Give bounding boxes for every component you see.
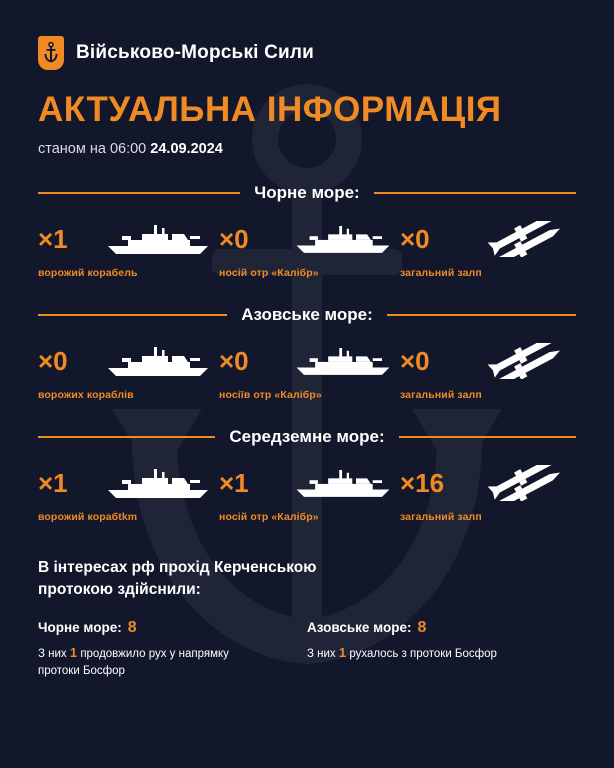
kerch-column-count: 8 bbox=[127, 618, 137, 636]
section-mediterranean-sea bbox=[38, 427, 576, 523]
stat-value: ×0 bbox=[38, 345, 68, 376]
warship-icon bbox=[257, 466, 395, 500]
stat-top bbox=[219, 217, 395, 261]
stat-item bbox=[400, 217, 576, 279]
stats-row bbox=[38, 461, 576, 523]
stat-item bbox=[38, 217, 214, 279]
warship-icon bbox=[257, 344, 395, 378]
section-header bbox=[38, 305, 576, 325]
stat-item bbox=[219, 217, 395, 279]
status-date: 24.09.2024 bbox=[150, 140, 223, 157]
warship-icon bbox=[76, 344, 214, 378]
kerch-strait-block bbox=[38, 557, 576, 680]
stat-value: ×1 bbox=[219, 467, 249, 498]
stat-top bbox=[38, 339, 214, 383]
stat-value: ×1 bbox=[38, 223, 68, 254]
brand-title: Військово-Морські Сили bbox=[76, 42, 315, 63]
stat-value: ×16 bbox=[400, 467, 445, 498]
stat-label: ворожий корабель bbox=[38, 266, 138, 279]
stat-top bbox=[219, 461, 395, 505]
section-header bbox=[38, 183, 576, 203]
kerch-column-count: 8 bbox=[417, 618, 427, 636]
rule-left bbox=[38, 436, 215, 438]
stat-label: носій отр «Калібр» bbox=[219, 266, 319, 279]
kerch-column-head bbox=[307, 619, 576, 637]
stat-item bbox=[219, 339, 395, 401]
page-title: АКТУАЛЬНА ІНФОРМАЦІЯ bbox=[38, 90, 502, 129]
stat-label: ворожих кораблів bbox=[38, 388, 134, 401]
stat-value: ×0 bbox=[400, 345, 430, 376]
missiles-icon bbox=[438, 343, 576, 379]
kerch-column-label: Чорне море: bbox=[38, 619, 122, 635]
stat-item bbox=[38, 461, 214, 523]
status-line bbox=[38, 141, 576, 157]
rule-right bbox=[399, 436, 576, 438]
stat-top bbox=[38, 217, 214, 261]
warship-icon bbox=[257, 222, 395, 256]
section-title: Чорне море: bbox=[254, 182, 360, 202]
stat-value: ×0 bbox=[400, 223, 430, 254]
stat-value: ×0 bbox=[219, 223, 249, 254]
brand-header bbox=[38, 0, 576, 70]
status-prefix: станом на 06:00 bbox=[38, 140, 147, 157]
stat-label: загальний залп bbox=[400, 388, 482, 401]
kerch-strait-columns bbox=[38, 619, 576, 680]
stat-label: ворожий корабtkm bbox=[38, 510, 138, 523]
kerch-sub-pre: З них bbox=[307, 647, 336, 660]
rule-right bbox=[374, 192, 576, 194]
stat-top bbox=[400, 461, 576, 505]
stat-top bbox=[38, 461, 214, 505]
kerch-sub-pre: З них bbox=[38, 647, 67, 660]
kerch-column-sub bbox=[307, 644, 512, 663]
kerch-sub-post: рухалось з протоки Босфор bbox=[349, 647, 497, 660]
stat-label: носіїв отр «Калібр» bbox=[219, 388, 322, 401]
kerch-column bbox=[38, 619, 307, 680]
kerch-column-label: Азовське море: bbox=[307, 619, 412, 635]
missiles-icon bbox=[452, 465, 576, 501]
stat-top bbox=[400, 339, 576, 383]
section-black-sea bbox=[38, 183, 576, 279]
stat-top bbox=[400, 217, 576, 261]
kerch-column-sub bbox=[38, 644, 243, 680]
rule-left bbox=[38, 314, 227, 316]
section-title: Середземне море: bbox=[229, 426, 385, 446]
stats-row bbox=[38, 339, 576, 401]
stat-item bbox=[400, 339, 576, 401]
section-title: Азовське море: bbox=[241, 304, 373, 324]
kerch-column-head bbox=[38, 619, 307, 637]
stat-label: носій отр «Калібр» bbox=[219, 510, 319, 523]
kerch-sub-num: 1 bbox=[69, 644, 78, 660]
stat-item bbox=[219, 461, 395, 523]
stats-row bbox=[38, 217, 576, 279]
stat-value: ×1 bbox=[38, 467, 68, 498]
kerch-sub-post: продовжило рух у напрямку протоки Босфор bbox=[38, 647, 229, 677]
warship-icon bbox=[76, 222, 214, 256]
missiles-icon bbox=[438, 221, 576, 257]
warship-icon bbox=[76, 466, 214, 500]
kerch-sub-num: 1 bbox=[338, 644, 347, 660]
stat-value: ×0 bbox=[219, 345, 249, 376]
stat-label: загальний залп bbox=[400, 510, 482, 523]
kerch-strait-title: В інтересах рф прохід Керченською протокою здійснили: bbox=[38, 558, 317, 598]
section-header bbox=[38, 427, 576, 447]
stat-label: загальний залп bbox=[400, 266, 482, 279]
anchor-emblem-icon bbox=[38, 36, 64, 70]
stat-item bbox=[400, 461, 576, 523]
section-azov-sea bbox=[38, 305, 576, 401]
rule-left bbox=[38, 192, 240, 194]
rule-right bbox=[387, 314, 576, 316]
stat-item bbox=[38, 339, 214, 401]
kerch-column bbox=[307, 619, 576, 680]
stat-top bbox=[219, 339, 395, 383]
